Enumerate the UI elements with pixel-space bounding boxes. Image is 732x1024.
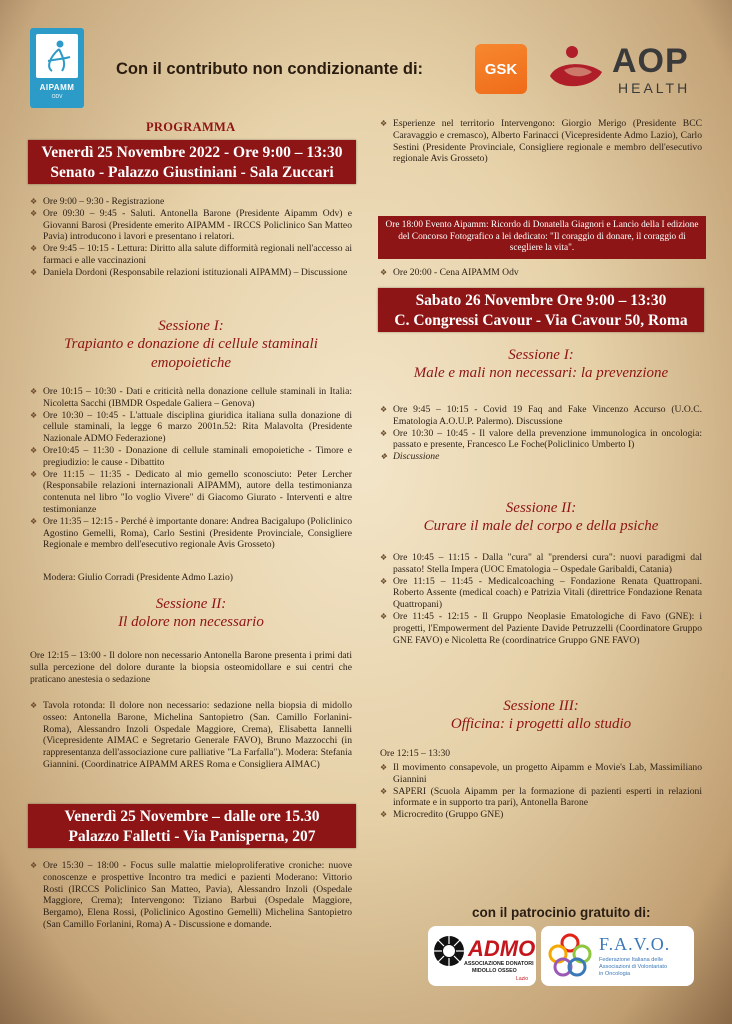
session-a1-subtitle: Trapianto e donazione di cellule staminali emopoietiche	[64, 336, 318, 371]
aipamm-logo-name: AIPAMM	[39, 83, 75, 92]
session-b2-heading	[380, 500, 702, 536]
list-item: ❖ Ore 11:35 – 12:15 - Perché è importante donare: Andrea Bacigalupo (Policlinico Agostino Gemelli, Roma), Carlo Sestini (Presidente Provinciale, Consigliere Regionale e membro dell'esecutivo regionale Avis Grosseto)	[30, 516, 352, 551]
list-item: ❖ Tavola rotonda: Il dolore non necessario: sedazione nella biopsia di midollo osseo: Antonella Barone, Michelina Santopietro (San. Camillo Forlanini- Roma), Alessandro Inzoli Ospedale Maggiore, Crema), Elisabetta Iannelli (Vicepresidente AIMAC e Segretario Generale FAVO), Bruno Mazzocchi (in rappresentanza dell'associazione cure palliative "La Farfalla"). Modera: Stefania Giannini. (Coordinatrice AIPAMM ARES Roma e Consigliera AIMAC)	[30, 700, 352, 771]
list-item: ❖ Ore 9:45 – 10:15 - Lettura: Diritto alla salute difformità regionali nell'accesso ai farmaci e alle vaccinazioni	[30, 243, 352, 267]
admo-sub2: MIDOLLO OSSEO	[472, 968, 517, 974]
list-item: ❖ Ore 11:45 - 12:15 - Il Gruppo Neoplasie Ematologiche di Favo (GNE): i progetti, l'Empowerment del Paziente Davide Petruzzelli (Coordinatore Gruppo GNE FAVO) e Nicoletta Re (coordinatrice Gruppo GNE FAVO)	[380, 611, 702, 646]
list-item: ❖ Ore 11:15 – 11:35 - Dedicato al mio gemello sconosciuto: Peter Lercher (Responsabile relazioni internazionali AIPAMM), autore della testimonianza contenuta nel libro "Io voglio Vivere" di Giacomo Giurato - Interventi e altre testimonianze	[30, 469, 352, 516]
favo-logo	[541, 926, 694, 986]
favo-line2: Associazioni di Volontariato	[599, 964, 668, 970]
sponsor-heading: Con il contributo non condizionante di:	[116, 60, 424, 78]
aipamm-logo-sub: ODV	[51, 94, 63, 100]
list-item: ❖ Discussione	[380, 451, 702, 463]
admo-logo	[428, 926, 536, 986]
day1b-title: Venerdì 25 Novembre – dalle ore 15.30	[64, 808, 320, 825]
list-item: ❖ Ore 10:45 – 11:15 - Dalla "cura" al "prendersi cura": nuovi paradigmi dal passato! Stella Impera (UOC Ematologia – Ospedale Garibaldi, Catania)	[380, 552, 702, 576]
program-label: PROGRAMMA	[146, 120, 236, 134]
aipamm-figure-icon	[36, 34, 78, 78]
session-a1-moderator: Modera: Giulio Corradi (Presidente Admo Lazio)	[43, 572, 233, 583]
list-item: ❖ Ore 11:15 – 11:45 - Medicalcoaching – Fondazione Renata Quattropani. Roberto Assente (medical coach) e Patrizia Vitali (direttrice Fondazione Renata Quattropani)	[380, 576, 702, 611]
day1-title: Venerdì 25 Novembre 2022 - Ore 9:00 – 13:30	[41, 144, 343, 161]
session-b3-list	[380, 762, 702, 821]
aop-word: AOP	[612, 42, 689, 80]
session-a2-heading	[30, 596, 352, 632]
favo-name: F.A.V.O.	[599, 934, 671, 954]
evento-aipamm-box: Ore 18:00 Evento Aipamm: Ricordo di Donatella Giagnori e Lancio della I edizione del Concorso Fotografico a lei dedicato: "Il coraggio di donare, il coraggio di scegliere la vita".	[378, 216, 706, 259]
aipamm-logo	[30, 28, 84, 108]
session-b1-title: Sessione I:	[508, 347, 574, 363]
session-a1-heading	[30, 318, 352, 373]
day1-list	[30, 196, 352, 279]
day1b-list	[30, 860, 352, 931]
day2-header	[378, 288, 704, 332]
session-a2-intro: Ore 12:15 – 13:00 - Il dolore non necessario Antonella Barone presenta i primi dati sulla percezione del dolore durante la biopsia osteomidollare e sui centri che praticano anestesia o sedazione	[30, 650, 352, 685]
list-item: ❖ Ore 10:30 – 10:45 - Il valore della prevenzione immunologica in oncologia: passato e presente, Francesco Le Foche(Policlinico Umberto I)	[380, 428, 702, 452]
list-item: ❖ Daniela Dordoni (Responsabile relazioni istituzionali AIPAMM) – Discussione	[30, 267, 352, 279]
session-b2-list	[380, 552, 702, 646]
session-a1-list	[30, 386, 352, 551]
list-item: ❖ Ore 09:30 – 9:45 - Saluti. Antonella Barone (Presidente Aipamm Odv) e Giovanni Barosi (Presidente emerito AIPAMM - IRCCS Policlinico San Matteo Pavia) introducono i lavori e presentano i relatori.	[30, 208, 352, 243]
favo-rings-icon	[547, 932, 593, 978]
dinner-list	[380, 267, 702, 279]
session-a1-title: Sessione I:	[158, 318, 224, 334]
list-item: ❖ Ore 20:00 - Cena AIPAMM Odv	[380, 267, 702, 279]
aop-sub: HEALTH	[618, 80, 691, 96]
session-b3-subtitle: Officina: i progetti allo studio	[450, 716, 632, 732]
favo-line1: Federazione Italiana delle	[599, 957, 664, 963]
right-top-list	[380, 118, 702, 165]
session-b2-subtitle: Curare il male del corpo e della psiche	[423, 518, 659, 534]
day2-title: Sabato 26 Novembre Ore 9:00 – 13:30	[415, 292, 667, 309]
list-item: ❖ Ore10:45 – 11:30 - Donazione di cellule staminali emopoietiche - Timore e pregiudizio: le cause - Dibattito	[30, 445, 352, 469]
list-item: ❖ Microcredito (Gruppo GNE)	[380, 809, 702, 821]
admo-region: Lazio	[516, 976, 528, 982]
session-b2-title: Sessione II:	[505, 500, 577, 516]
list-item: ❖ Ore 9:00 – 9:30 - Registrazione	[30, 196, 352, 208]
admo-name: ADMO	[468, 936, 536, 961]
session-a2-subtitle: Il dolore non necessario	[118, 614, 264, 630]
list-item: ❖ Ore 10:15 – 10:30 - Dati e criticità nella donazione cellule staminali in Italia: Nicoletta Sacchi (IBMDR Ospedale Galiera – Genova)	[30, 386, 352, 410]
session-a2-list	[30, 700, 352, 771]
list-item: ❖ Ore 15:30 – 18:00 - Focus sulle malattie mieloproliferative croniche: nuove conoscenze e prospettive Incontro tra medici e pazienti Moderano: Vittorio Rosti (IRCCS Policlinico San Matteo, Pavia), Alessandro Inzoli (Ospedale Maggiore, Crema); Intervengono: Tiziano Barbui (Ospedale Maggiore, Bergamo), Elena Rossi, (Policlinico Agostino Gemelli) Michelina Santopietro (San Camillo Forlanini, Roma) A - Discussione e domande.	[30, 860, 352, 931]
session-b3-title: Sessione III:	[503, 698, 579, 714]
list-item: ❖ Ore 9:45 – 10:15 - Covid 19 Faq and Fake Vincenzo Accurso (U.O.C. Ematologia A.O.U.P. Palermo). Discussione	[380, 404, 702, 428]
favo-line3: in Oncologia	[599, 971, 631, 977]
session-b1-list	[380, 404, 702, 463]
patronage-label: con il patrocinio gratuito di:	[472, 905, 651, 920]
session-b3-heading	[380, 698, 702, 734]
list-item: ❖ Esperienze nel territorio Intervengono: Giorgio Merigo (Presidente BCC Caravaggio e cremasco), Alberto Farinacci (Vicepresidente Admo Lazio), Carlo Sestini (Presidente Provinciale, Consigliere regionale e membro dell'esecutivo regionale Avis Grosseto)	[380, 118, 702, 165]
list-item: ❖ Il movimento consapevole, un progetto Aipamm e Movie's Lab, Massimiliano Giannini	[380, 762, 702, 786]
session-b1-subtitle: Male e mali non necessari: la prevenzione	[413, 365, 669, 381]
day2-place: C. Congressi Cavour - Via Cavour 50, Roma	[394, 312, 688, 329]
session-b1-heading	[380, 347, 702, 383]
day1b-header	[28, 804, 356, 848]
admo-burst-icon	[432, 934, 466, 968]
day1-header	[28, 140, 356, 184]
aop-drop-icon	[546, 44, 608, 94]
session-b3-intro: Ore 12:15 – 13:30	[380, 748, 451, 759]
list-item: ❖ Ore 10:30 – 10:45 - L'attuale disciplina giuridica italiana sulla donazione di cellule staminali, la legge 6 marzo 2001n.52: Rita Malavolta (Presidente Nazionale ADMO Federazione)	[30, 410, 352, 445]
list-item: ❖ SAPERI (Scuola Aipamm per la formazione di pazienti esperti in relazioni informate e in supporto tra pari), Antonella Barone	[380, 786, 702, 810]
gsk-logo: GSK	[475, 44, 527, 94]
admo-sub1: ASSOCIAZIONE DONATORI	[464, 961, 534, 967]
aop-health-logo	[546, 42, 706, 98]
session-a2-title: Sessione II:	[155, 596, 227, 612]
day1-place: Senato - Palazzo Giustiniani - Sala Zuccari	[50, 164, 334, 181]
day1b-place: Palazzo Falletti - Via Panisperna, 207	[68, 828, 316, 845]
